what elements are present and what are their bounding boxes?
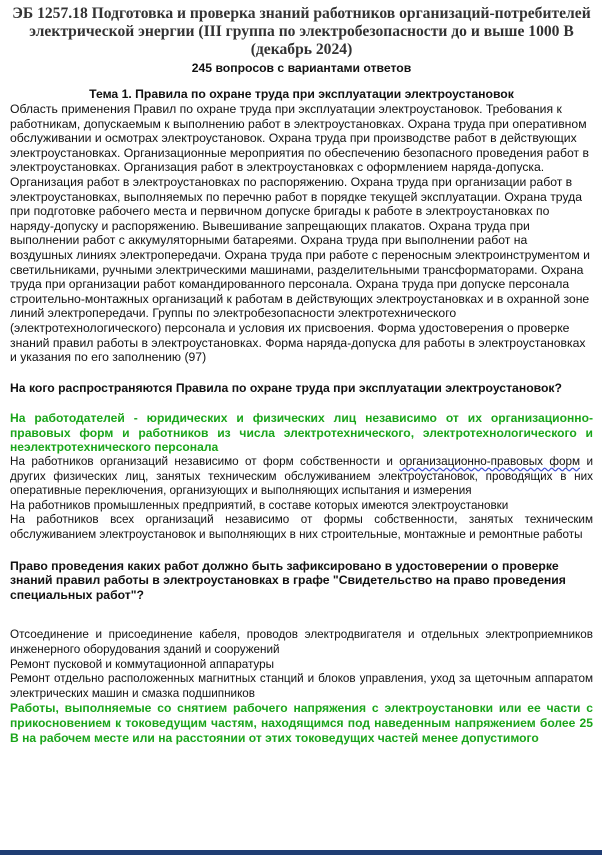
spellcheck-underlined-text: организационно-правовых форм <box>399 455 581 469</box>
answer-option: Ремонт пусковой и коммутационной аппаратуры <box>10 657 275 671</box>
answer-option: На работников всех организаций независимо от формы собственности, занятых техническим обслуживанием электроустановок и выполняющих в них строительные, монтажные и ремонтные работы <box>10 513 593 542</box>
answer-correct: Работы, выполняемые со снятием рабочего напряжения с электроустановки или ее части с прикосновением к токоведущим частям, находящимся под наведенным напряжением более 25 В на рабочем месте или на расстоянии от этих токоведущих частей менее допустимого <box>10 701 593 745</box>
question-1-text: На кого распространяются Правила по охране труда при эксплуатации электроустановок? <box>10 380 562 395</box>
question-2-text: Право проведения каких работ должно быть зафиксировано в удостоверении о проверке знаний правил работы в электроустановках в графе "Свидетельство на право проведения специальных работ"? <box>10 558 566 602</box>
page-bottom-border <box>0 850 602 855</box>
document-title: ЭБ 1257.18 Подготовка и проверка знаний работников организаций-потребителей электрической энергии (III группа по электробезопасности до и выше 1000 В (декабрь 2024) <box>12 5 591 58</box>
answer-option <box>10 455 593 499</box>
answer-option: Отсоединение и присоединение кабеля, проводов электродвигателя и отдельных электроприемников инженерного оборудования зданий и сооружений <box>10 628 593 656</box>
topic-description: Область применения Правил по охране труда при эксплуатации электроустановок. Требования к работникам, допускаемым к выполнению работ в электроустановках. Охрана труда при оперативном обслуживании и осмотрах электроустановок. Охрана труда при производстве работ в действующих электроустановках. Организационные мероприятия по обеспечению безопасного проведения работ в электроустановках. Организация работ в электроустановках с оформлением наряда-допуска. Организация работ в электроустановках по распоряжению. Охрана труда при организации работ в электроустановках, выполняемых по перечню работ в порядке текущей эксплуатации. Охрана труда при подготовке рабочего места и первичном допуске бригады к работе в электроустановках по наряду-допуску и распоряжению. Вывешивание запрещающих плакатов. Охрана труда при выполнении работ с аккумуляторными батареями. Охрана труда при выполнении работ на воздушных линиях электропередачи. Охрана труда при работе с переносным электроинструментом и светильниками, ручными электрическими машинами, разделительными трансформаторами. Охрана труда при организации работ командированного персонала. Охрана труда при допуске персонала строительно-монтажных организаций к работам в действующих электроустановках и в охранной зоне линий электропередачи. Группы по электробезопасности электротехнического (электротехнологического) персонала и условия их присвоения. Форма удостоверения о проверке знаний правил работы в электроустановках. Форма наряда-допуска для работы в электроустановках и указания по его заполнению (97) <box>10 102 590 365</box>
question-2-answers <box>10 628 593 745</box>
answer-option: Ремонт отдельно расположенных магнитных станций и блоков управления, уход за щеточным аппаратом электрических машин и смазка подшипников <box>10 672 593 700</box>
topic-heading: Тема 1. Правила по охране труда при эксплуатации электроустановок <box>89 87 514 101</box>
answer-option: На работников промышленных предприятий, в составе которых имеются электроустановки <box>10 498 509 512</box>
question-1-answers <box>10 411 593 542</box>
document-page <box>10 5 593 745</box>
answer-correct: На работодателей - юридических и физических лиц независимо от их организационно-правовых форм и работников из числа электротехнического, электротехнологического и неэлектротехнического персонала <box>10 411 593 455</box>
document-subtitle: 245 вопросов с вариантами ответов <box>191 61 412 75</box>
answer-text: и других физических лиц, занятых техническим обслуживанием электроустановок, проводящих в них оперативные переключения, организующих и выполняющих испытания и измерения <box>10 455 593 498</box>
answer-text: На работников организаций независимо от форм собственности и <box>10 455 400 469</box>
